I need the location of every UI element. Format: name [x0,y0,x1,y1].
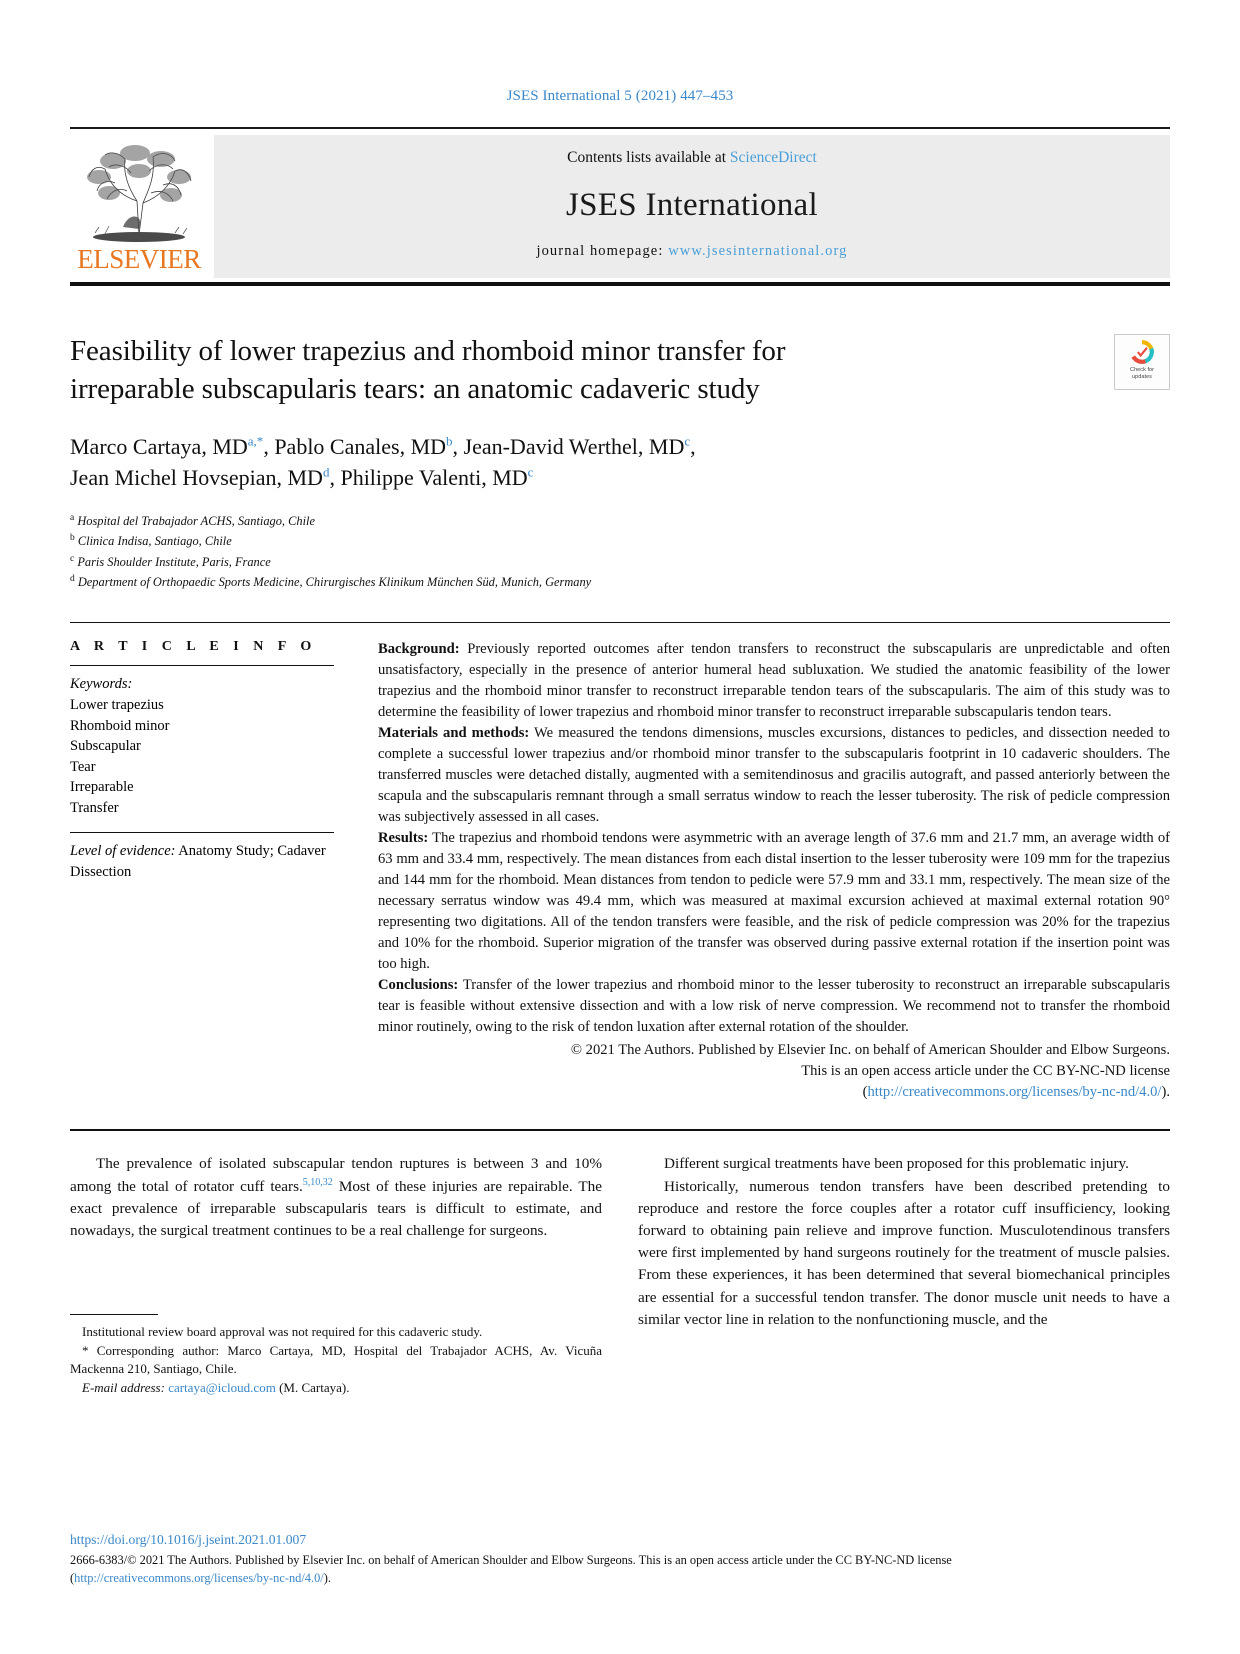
license-paren-close: ). [1161,1084,1170,1101]
abstract-conclusions-label: Conclusions: [378,977,459,994]
footer-license-link[interactable]: http://creativecommons.org/licenses/by-nc-nd/4.0/ [74,1571,324,1586]
author-2-marks: b [446,433,453,449]
level-of-evidence [70,833,334,882]
author-name-2[interactable]: Pablo Canales, MD [274,433,447,459]
keyword-item: Subscapular [70,738,141,755]
affiliation-mark: b [70,533,75,544]
abstract-copyright-line-2: This is an open access article under the CC BY-NC-ND license [801,1063,1170,1080]
homepage-label: journal homepage: [536,243,669,259]
citation-ref[interactable]: 5,10,32 [302,1176,333,1188]
body-column-left [70,1153,602,1397]
footer-license-paren-close: ). [323,1571,331,1586]
author-1-marks: a,* [247,433,264,449]
elsevier-logo [70,135,208,278]
body-para-1-post: Most of these injuries are repairable. The exact prevalence of irreparable subscapularis tears is difficult to estimate, and nowadays, the surgical treatment continues to be a real challenge for surgeons. [70,1177,602,1239]
license-link[interactable]: http://creativecommons.org/licenses/by-nc-nd/4.0/ [867,1084,1162,1101]
affiliation-item [70,511,1170,531]
body-paragraph: Historically, numerous tendon transfers have been described pretending to reproduce and restore the force couples after a rotator cuff insufficiency, looking forward to obtaining pain relieve and improve function. Musculotendinous transfers were first implemented by hand surgeons routinely for the treatment of muscle palsies. From these experiences, it has been determined that several biomechanical principles are essential for a successful tendon transfer. The donor muscle unit needs to have a similar vector line in relation to the nonfunctioning muscle, and the [638,1177,1170,1328]
level-of-evidence-label: Level of evidence: [70,843,176,860]
affiliation-text: Department of Orthopaedic Sports Medicine, Chirurgisches Klinikum München Süd, Munich, Germany [77,575,592,590]
affiliation-mark: d [70,574,75,585]
keywords-block [70,666,334,818]
license-paren-open: ( [862,1084,868,1101]
abstract-background-text: Previously reported outcomes after tendon transfers to reconstruct the subscapularis are unpredictable and often unsatisfactory, especially in the presence of anterior humeral head subluxation. We studied the anatomic feasibility of the lower trapezius and the rhomboid minor transfer to reconstruct irreparable tendon tears of the subscapularis. The aim of this study was to determine the feasibility of lower trapezius and rhomboid minor transfer to reconstruct irreparable subscapularis tendon tears. [378,641,1170,721]
affiliation-item [70,572,1170,592]
author-name-3[interactable]: Jean-David Werthel, MD [463,433,685,459]
contents-prefix: Contents lists available at [567,149,730,166]
affiliation-mark: c [70,553,75,564]
email-label: E-mail address: [82,1379,165,1395]
doi-link[interactable]: https://doi.org/10.1016/j.jseint.2021.01.007 [70,1532,307,1548]
author-name-5[interactable]: Philippe Valenti, MD [340,464,528,490]
affiliation-mark: a [70,513,75,523]
abstract-copyright-line-1: © 2021 The Authors. Published by Elsevier Inc. on behalf of American Shoulder and Elbow Surgeons. [570,1042,1170,1059]
abstract-methods-label: Materials and methods: [378,725,530,742]
author-3-marks: c [684,433,691,449]
running-head: JSES International 5 (2021) 447–453 [506,88,734,104]
affiliation-text: Paris Shoulder Institute, Paris, France [77,554,271,569]
author-4-marks: d [322,464,330,480]
keywords-label: Keywords: [70,676,133,693]
abstract-copyright [378,1040,1170,1103]
title-block [70,332,1170,592]
footnote-corresponding-author: * Corresponding author: Marco Cartaya, MD, Hospital del Trabajador ACHS, Av. Vicuña Mackenna 210, Santiago, Chile. [70,1342,602,1377]
article-info-heading: A R T I C L E I N F O [70,639,317,655]
footer-copyright [70,1551,1170,1588]
body-column-right [638,1153,1170,1397]
abstract-license-line [378,1082,1170,1103]
article-info-column [70,639,360,1103]
body-paragraph [70,1153,602,1242]
keyword-item: Rhomboid minor [70,717,170,734]
abstract-conclusions [378,975,1170,1038]
elsevier-tree-icon [79,139,199,245]
affiliation-text: Hospital del Trabajador ACHS, Santiago, Chile [77,514,315,529]
author-name-1[interactable]: Marco Cartaya, MD [70,433,248,459]
author-5-marks: c [527,464,534,480]
body-columns [70,1131,1170,1397]
level-of-evidence-value: Anatomy Study; Cadaver Dissection [70,843,326,880]
affiliation-list [70,511,1170,592]
body-paragraph: Different surgical treatments have been proposed for this problematic injury. [664,1155,1129,1173]
email-suffix: (M. Cartaya). [275,1379,350,1395]
journal-title: JSES International [566,186,818,223]
footnote-rule [70,1314,158,1315]
affiliation-text: Clinica Indisa, Santiago, Chile [77,534,232,549]
crossmark-label [1130,367,1154,380]
masthead-top-rule [70,127,1170,129]
sciencedirect-link[interactable]: ScienceDirect [729,149,817,166]
abstract-column [360,639,1170,1103]
email-link[interactable]: cartaya@icloud.com [168,1379,276,1395]
elsevier-wordmark: ELSEVIER [77,244,201,274]
author-list: Marco Cartaya, $MD^{a,*}$, Pablo Canales, $MD^b$, Jean-David Werthel, $MD^c$, Jean Michel Hovsepian, $MD^d$, Philippe Valenti, $MD^c$ [70,433,696,490]
keyword-item: Transfer [70,799,119,816]
abstract-methods [378,723,1170,828]
abstract-background [378,639,1170,723]
abstract-results-text: The trapezius and rhomboid tendons were asymmetric with an average length of 37.6 mm and 21.7 mm, an average width of 63 mm and 33.4 mm, respectively. The mean distances from each distal insertion to the lesser tuberosity were 109 mm for the trapezius and 144 mm for the rhomboid. Mean distances from tendon to pedicle were 57.9 mm and 33.1 mm, respectively. The mean size of the necessary serratus window was 49.4 mm, which was measured at maximal excursion achieved at maximal external rotation 90° representing two digitations. All of the tendon transfers were feasible, and the risk of pedicle compression was 20% for the trapezius and 10% for the rhomboid. Superior migration of the transfer was observed during passive external rotation if the insertion point was too high. [378,830,1170,973]
author-name-4[interactable]: Jean Michel Hovsepian, MD [70,464,323,490]
footer-issn-copyright: 2666-6383/© 2021 The Authors. Published by Elsevier Inc. on behalf of American Shoulder and Elbow Surgeons. This is an open access article under the CC BY-NC-ND license [70,1552,952,1567]
homepage-url-link[interactable]: www.jsesinternational.org [668,243,848,259]
abstract-area [70,623,1170,1103]
affiliation-item [70,552,1170,572]
abstract-methods-text: We measured the tendons dimensions, muscles excursions, distances to pedicles, and dissection needed to complete a successful lower trapezius and/or rhomboid minor transfer to the subscapularis footprint in 10 cadaveric shoulders. The transferred muscles were detached distally, augmented with a semitendinosus and gracilis autograft, and passed anteriorly between the scapula and the subscapularis remnant through a small serratus window to reach the lesser tuberosity. The risk of pedicle compression was subjectively assessed in all cases. [378,725,1170,826]
abstract-results-label: Results: [378,830,429,847]
footnote-email [70,1379,602,1397]
page-title: Feasibility of lower trapezius and rhomboid minor transfer for irreparable subscapularis tears: an anatomic cadaveric study [70,335,786,406]
abstract-background-label: Background: [378,641,460,658]
crossmark-ring-icon [1128,338,1156,366]
body-para-1-pre: The prevalence of isolated subscapular tendon ruptures is between 3 and 10% among the total of rotator cuff tears. [70,1155,602,1195]
abstract-results [378,828,1170,975]
crossmark-line-2: updates [1132,373,1152,380]
footer-license-paren-open: ( [70,1571,75,1586]
affiliation-item [70,531,1170,551]
page-footer [70,1530,1170,1588]
keyword-item: Tear [70,758,96,775]
journal-masthead [70,127,1170,278]
journal-homepage-line [536,243,847,260]
crossmark-badge[interactable] [1114,334,1170,390]
crossmark-line-1: Check for [1130,367,1154,373]
masthead-panel [214,135,1170,278]
footnote-irb: Institutional review board approval was not required for this cadaveric study. [82,1324,483,1340]
abstract-conclusions-text: Transfer of the lower trapezius and rhomboid minor to the lesser tuberosity to reconstruct an irreparable subscapularis tear is feasible without extensive dissection and with a low risk of nerve compression. We recommend not to transfer the rhomboid minor routinely, owing to the risk of tendon luxation after external rotation of the shoulder. [378,977,1170,1036]
keyword-item: Irreparable [70,779,134,796]
contents-lists-line [567,149,817,167]
masthead-bottom-rule [70,282,1170,286]
keyword-item: Lower trapezius [70,696,164,713]
